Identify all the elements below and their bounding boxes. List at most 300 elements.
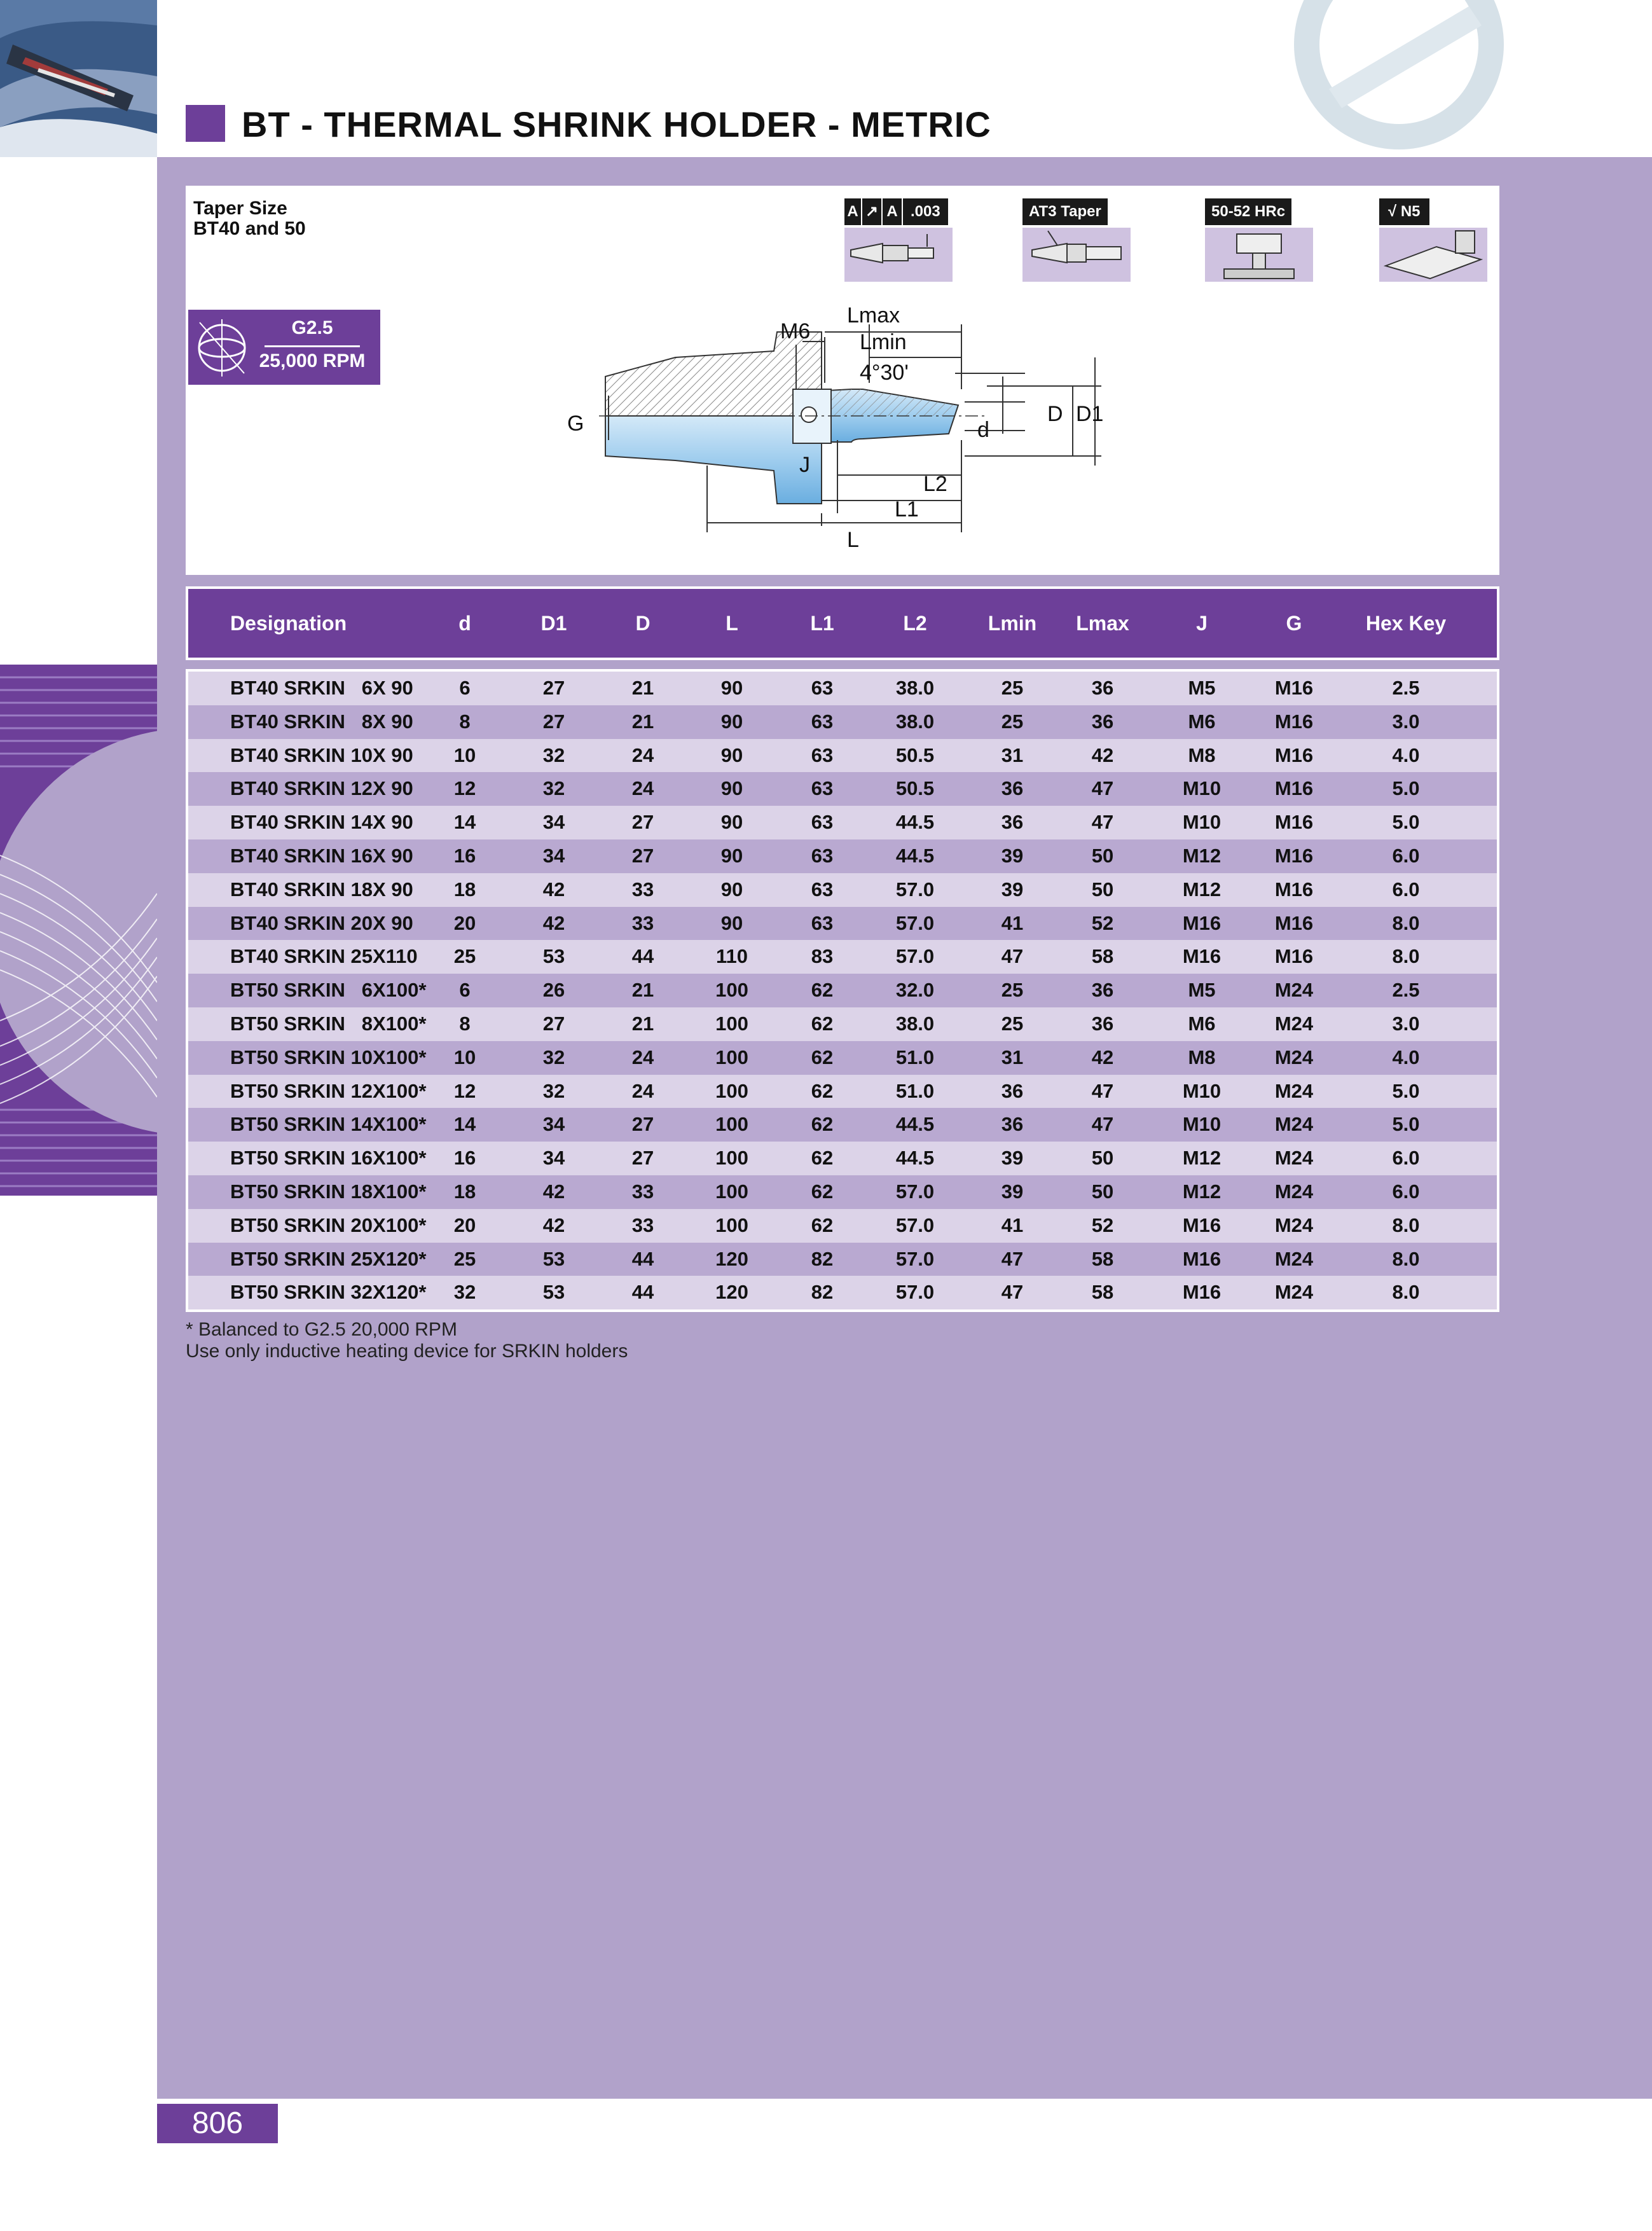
corner-photo bbox=[0, 0, 157, 157]
cell-d: 32 bbox=[453, 1281, 476, 1304]
cell-j: M6 bbox=[1188, 1012, 1216, 1035]
dim-d-small: d bbox=[977, 418, 989, 442]
cell-hex-key: 8.0 bbox=[1392, 1213, 1420, 1236]
cell-d: 25 bbox=[453, 1247, 476, 1270]
cell-d1: 42 bbox=[542, 878, 565, 901]
surface-finish-icon: √ bbox=[1388, 203, 1401, 220]
cell-d: 12 bbox=[453, 1079, 476, 1102]
cell-j: M16 bbox=[1182, 1281, 1222, 1304]
cell-j: M16 bbox=[1182, 911, 1222, 934]
cell-lmin: 36 bbox=[1001, 1113, 1024, 1136]
cell-d: 18 bbox=[453, 878, 476, 901]
cell-lmax: 36 bbox=[1091, 677, 1114, 699]
cell-d-big: 21 bbox=[631, 677, 654, 699]
cell-d: 12 bbox=[453, 777, 476, 800]
cell-d-big: 33 bbox=[631, 878, 654, 901]
cell-lmin: 39 bbox=[1001, 1180, 1024, 1203]
cell-lmax: 42 bbox=[1091, 743, 1114, 766]
cell-hex-key: 2.5 bbox=[1392, 979, 1420, 1002]
cell-hex-key: 8.0 bbox=[1392, 945, 1420, 968]
cell-l: 100 bbox=[715, 1213, 748, 1236]
cell-l: 100 bbox=[715, 1046, 748, 1068]
cell-j: M12 bbox=[1182, 1147, 1222, 1170]
cell-designation: BT50 SRKIN 14X100* bbox=[230, 1113, 427, 1136]
cell-d: 6 bbox=[459, 677, 471, 699]
cell-j: M16 bbox=[1182, 1213, 1222, 1236]
decorative-wave-pattern bbox=[0, 665, 157, 1196]
cell-j: M16 bbox=[1182, 1247, 1222, 1270]
cell-d-big: 21 bbox=[631, 1012, 654, 1035]
cell-d-big: 27 bbox=[631, 811, 654, 834]
cell-l2: 32.0 bbox=[895, 979, 935, 1002]
cell-l2: 38.0 bbox=[895, 677, 935, 699]
cell-l2: 57.0 bbox=[895, 945, 935, 968]
cell-l2: 50.5 bbox=[895, 777, 935, 800]
cell-l2: 51.0 bbox=[895, 1079, 935, 1102]
cell-l: 90 bbox=[720, 677, 743, 699]
table-row bbox=[188, 705, 1497, 739]
runout-tolerance-icon bbox=[844, 228, 953, 282]
cell-d-big: 33 bbox=[631, 911, 654, 934]
cell-d1: 53 bbox=[542, 1281, 565, 1304]
cell-g: M16 bbox=[1274, 743, 1314, 766]
cell-lmin: 25 bbox=[1001, 979, 1024, 1002]
hardness-icon bbox=[1205, 228, 1313, 282]
cell-d-big: 27 bbox=[631, 844, 654, 867]
cell-l2: 57.0 bbox=[895, 878, 935, 901]
dim-lmax: Lmax bbox=[847, 303, 900, 328]
cell-g: M16 bbox=[1274, 710, 1314, 733]
cell-hex-key: 5.0 bbox=[1392, 1113, 1420, 1136]
cell-designation: BT40 SRKIN 6X 90 bbox=[230, 677, 413, 699]
runout-arrow-icon: ↗ bbox=[862, 198, 883, 225]
cell-l2: 44.5 bbox=[895, 811, 935, 834]
cell-lmax: 47 bbox=[1091, 1113, 1114, 1136]
col-g: G bbox=[1286, 612, 1302, 635]
cell-hex-key: 5.0 bbox=[1392, 777, 1420, 800]
cell-g: M24 bbox=[1274, 1281, 1314, 1304]
footnote-heating: Use only inductive heating device for SRKIN holders bbox=[186, 1341, 628, 1362]
cell-d1: 32 bbox=[542, 1046, 565, 1068]
cell-d1: 34 bbox=[542, 1113, 565, 1136]
cell-lmin: 36 bbox=[1001, 1079, 1024, 1102]
cell-designation: BT40 SRKIN 12X 90 bbox=[230, 777, 413, 800]
cell-d1: 42 bbox=[542, 1180, 565, 1203]
cell-designation: BT40 SRKIN 16X 90 bbox=[230, 844, 413, 867]
cell-d-big: 44 bbox=[631, 945, 654, 968]
cell-hex-key: 5.0 bbox=[1392, 1079, 1420, 1102]
table-row bbox=[188, 1243, 1497, 1276]
cell-d1: 34 bbox=[542, 1147, 565, 1170]
cell-lmin: 47 bbox=[1001, 1247, 1024, 1270]
cell-d1: 27 bbox=[542, 710, 565, 733]
cell-l: 100 bbox=[715, 979, 748, 1002]
cell-d: 10 bbox=[453, 1046, 476, 1068]
cell-designation: BT50 SRKIN 20X100* bbox=[230, 1213, 427, 1236]
cell-d1: 42 bbox=[542, 1213, 565, 1236]
cell-l1: 63 bbox=[811, 878, 834, 901]
cell-g: M16 bbox=[1274, 911, 1314, 934]
cell-lmin: 39 bbox=[1001, 844, 1024, 867]
cell-l1: 82 bbox=[811, 1247, 834, 1270]
cell-designation: BT40 SRKIN 8X 90 bbox=[230, 710, 413, 733]
product-info-box bbox=[186, 186, 1499, 575]
col-hex-key: Hex Key bbox=[1365, 612, 1447, 635]
cell-hex-key: 8.0 bbox=[1392, 911, 1420, 934]
cell-l: 90 bbox=[720, 911, 743, 934]
cell-j: M5 bbox=[1188, 677, 1216, 699]
cell-hex-key: 6.0 bbox=[1392, 1147, 1420, 1170]
cell-g: M24 bbox=[1274, 1046, 1314, 1068]
cell-g: M24 bbox=[1274, 1213, 1314, 1236]
surface-finish-feature bbox=[1379, 196, 1487, 282]
cell-hex-key: 8.0 bbox=[1392, 1247, 1420, 1270]
dim-l2: L2 bbox=[923, 472, 947, 496]
cell-d-big: 24 bbox=[631, 1046, 654, 1068]
taper-icon bbox=[1022, 228, 1131, 282]
cell-l1: 62 bbox=[811, 1113, 834, 1136]
spec-table bbox=[186, 669, 1499, 1312]
cell-l: 90 bbox=[720, 710, 743, 733]
taper-size-value: BT40 and 50 bbox=[193, 218, 306, 239]
cell-g: M24 bbox=[1274, 1113, 1314, 1136]
cell-d: 10 bbox=[453, 743, 476, 766]
cell-d-big: 44 bbox=[631, 1247, 654, 1270]
cell-hex-key: 8.0 bbox=[1392, 1281, 1420, 1304]
cell-j: M12 bbox=[1182, 1180, 1222, 1203]
table-row bbox=[188, 1175, 1497, 1209]
cell-d: 25 bbox=[453, 945, 476, 968]
cell-l1: 63 bbox=[811, 844, 834, 867]
cell-l1: 62 bbox=[811, 1012, 834, 1035]
cell-l1: 83 bbox=[811, 945, 834, 968]
cell-l1: 63 bbox=[811, 710, 834, 733]
taper-feature bbox=[1022, 196, 1131, 282]
page-number: 806 bbox=[157, 2104, 278, 2143]
cell-d1: 32 bbox=[542, 777, 565, 800]
holder-technical-drawing bbox=[542, 294, 1330, 555]
cell-d1: 26 bbox=[542, 979, 565, 1002]
cell-lmin: 41 bbox=[1001, 1213, 1024, 1236]
cell-d-big: 27 bbox=[631, 1147, 654, 1170]
cell-l2: 57.0 bbox=[895, 911, 935, 934]
cell-j: M8 bbox=[1188, 743, 1216, 766]
col-l: L bbox=[726, 612, 738, 635]
table-row bbox=[188, 873, 1497, 907]
cell-designation: BT40 SRKIN 25X110 bbox=[230, 945, 418, 968]
cell-designation: BT50 SRKIN 12X100* bbox=[230, 1079, 427, 1102]
cell-l2: 44.5 bbox=[895, 1147, 935, 1170]
cell-l: 90 bbox=[720, 878, 743, 901]
cell-l2: 57.0 bbox=[895, 1213, 935, 1236]
cell-lmax: 58 bbox=[1091, 945, 1114, 968]
cell-l2: 57.0 bbox=[895, 1180, 935, 1203]
table-row bbox=[188, 1276, 1497, 1309]
cell-d1: 32 bbox=[542, 743, 565, 766]
cell-lmax: 36 bbox=[1091, 979, 1114, 1002]
footnote-balance: * Balanced to G2.5 20,000 RPM bbox=[186, 1319, 457, 1340]
balance-icon bbox=[193, 316, 251, 380]
cell-l2: 38.0 bbox=[895, 710, 935, 733]
cell-l1: 62 bbox=[811, 1147, 834, 1170]
cell-d: 16 bbox=[453, 844, 476, 867]
cell-l: 90 bbox=[720, 811, 743, 834]
cell-l: 100 bbox=[715, 1147, 748, 1170]
cell-lmin: 36 bbox=[1001, 777, 1024, 800]
dim-angle: 4°30' bbox=[860, 361, 909, 385]
cell-g: M16 bbox=[1274, 945, 1314, 968]
cell-g: M16 bbox=[1274, 677, 1314, 699]
surface-finish-label: N5 bbox=[1400, 203, 1421, 220]
cell-d1: 42 bbox=[542, 911, 565, 934]
cell-lmax: 58 bbox=[1091, 1281, 1114, 1304]
table-row bbox=[188, 739, 1497, 773]
table-row bbox=[188, 1041, 1497, 1075]
cell-designation: BT50 SRKIN 6X100* bbox=[230, 979, 427, 1002]
cell-designation: BT40 SRKIN 18X 90 bbox=[230, 878, 413, 901]
cell-l: 110 bbox=[715, 945, 748, 968]
cell-lmin: 25 bbox=[1001, 710, 1024, 733]
cell-d1: 53 bbox=[542, 945, 565, 968]
cell-lmax: 50 bbox=[1091, 1180, 1114, 1203]
cell-d-big: 44 bbox=[631, 1281, 654, 1304]
cell-l2: 51.0 bbox=[895, 1046, 935, 1068]
cell-d1: 53 bbox=[542, 1247, 565, 1270]
cell-lmax: 36 bbox=[1091, 710, 1114, 733]
taper-label: AT3 Taper bbox=[1022, 198, 1108, 225]
table-row bbox=[188, 907, 1497, 941]
cell-g: M24 bbox=[1274, 1247, 1314, 1270]
cell-d1: 27 bbox=[542, 677, 565, 699]
col-l1: L1 bbox=[810, 612, 834, 635]
cell-l: 90 bbox=[720, 777, 743, 800]
title-marker bbox=[186, 105, 225, 142]
cell-designation: BT40 SRKIN 10X 90 bbox=[230, 743, 413, 766]
datum-a-ref: A bbox=[883, 198, 903, 225]
cell-d: 20 bbox=[453, 1213, 476, 1236]
table-row bbox=[188, 806, 1497, 839]
cell-j: M10 bbox=[1182, 811, 1222, 834]
cell-lmin: 47 bbox=[1001, 1281, 1024, 1304]
cell-d1: 32 bbox=[542, 1079, 565, 1102]
cell-lmax: 36 bbox=[1091, 1012, 1114, 1035]
cell-d-big: 24 bbox=[631, 1079, 654, 1102]
cell-l1: 63 bbox=[811, 811, 834, 834]
cell-d-big: 33 bbox=[631, 1213, 654, 1236]
cell-hex-key: 6.0 bbox=[1392, 1180, 1420, 1203]
cell-d: 20 bbox=[453, 911, 476, 934]
dim-l: L bbox=[847, 528, 859, 552]
hardness-label: 50-52 HRc bbox=[1205, 198, 1291, 225]
cell-g: M24 bbox=[1274, 979, 1314, 1002]
cell-designation: BT50 SRKIN 8X100* bbox=[230, 1012, 427, 1035]
col-lmax: Lmax bbox=[1076, 612, 1129, 635]
cell-d-big: 21 bbox=[631, 710, 654, 733]
cell-l2: 57.0 bbox=[895, 1281, 935, 1304]
cell-hex-key: 6.0 bbox=[1392, 878, 1420, 901]
cell-designation: BT50 SRKIN 25X120* bbox=[230, 1247, 427, 1270]
taper-size bbox=[193, 198, 306, 239]
cell-designation: BT50 SRKIN 18X100* bbox=[230, 1180, 427, 1203]
cell-d: 8 bbox=[459, 710, 471, 733]
cell-lmin: 36 bbox=[1001, 811, 1024, 834]
cell-lmax: 52 bbox=[1091, 1213, 1114, 1236]
cell-hex-key: 4.0 bbox=[1392, 743, 1420, 766]
cell-g: M24 bbox=[1274, 1012, 1314, 1035]
cell-g: M24 bbox=[1274, 1180, 1314, 1203]
cell-lmax: 47 bbox=[1091, 811, 1114, 834]
hardness-feature bbox=[1205, 196, 1313, 282]
cell-l1: 62 bbox=[811, 1079, 834, 1102]
cell-l2: 44.5 bbox=[895, 844, 935, 867]
col-d: d bbox=[458, 612, 471, 635]
cell-l: 100 bbox=[715, 1012, 748, 1035]
cell-d1: 27 bbox=[542, 1012, 565, 1035]
cell-l1: 62 bbox=[811, 1213, 834, 1236]
cell-hex-key: 5.0 bbox=[1392, 811, 1420, 834]
cell-j: M16 bbox=[1182, 945, 1222, 968]
cell-lmin: 25 bbox=[1001, 677, 1024, 699]
cell-l: 100 bbox=[715, 1180, 748, 1203]
table-row bbox=[188, 772, 1497, 806]
cell-hex-key: 6.0 bbox=[1392, 844, 1420, 867]
col-l2: L2 bbox=[903, 612, 927, 635]
cell-l2: 57.0 bbox=[895, 1247, 935, 1270]
cell-d-big: 21 bbox=[631, 979, 654, 1002]
cell-d: 14 bbox=[453, 811, 476, 834]
cell-lmax: 50 bbox=[1091, 1147, 1114, 1170]
col-lmin: Lmin bbox=[988, 612, 1037, 635]
cell-d: 18 bbox=[453, 1180, 476, 1203]
cell-g: M16 bbox=[1274, 811, 1314, 834]
cell-lmax: 52 bbox=[1091, 911, 1114, 934]
dim-d-big: D bbox=[1047, 402, 1063, 426]
table-row bbox=[188, 839, 1497, 873]
table-row bbox=[188, 940, 1497, 974]
dim-d1: D1 bbox=[1076, 402, 1104, 426]
cell-lmax: 47 bbox=[1091, 777, 1114, 800]
table-header bbox=[186, 586, 1499, 660]
cell-l1: 62 bbox=[811, 1046, 834, 1068]
cell-hex-key: 3.0 bbox=[1392, 1012, 1420, 1035]
cell-g: M24 bbox=[1274, 1079, 1314, 1102]
col-designation: Designation bbox=[230, 612, 347, 635]
cell-g: M16 bbox=[1274, 844, 1314, 867]
cell-l1: 62 bbox=[811, 979, 834, 1002]
cell-d: 14 bbox=[453, 1113, 476, 1136]
balance-rpm: 25,000 RPM bbox=[259, 350, 366, 371]
taper-size-label: Taper Size bbox=[193, 198, 287, 219]
cell-d: 6 bbox=[459, 979, 471, 1002]
cell-lmin: 31 bbox=[1001, 743, 1024, 766]
cell-d: 8 bbox=[459, 1012, 471, 1035]
cell-j: M12 bbox=[1182, 878, 1222, 901]
balance-grade: G2.5 bbox=[291, 317, 333, 338]
cell-l: 120 bbox=[715, 1247, 748, 1270]
cell-d-big: 27 bbox=[631, 1113, 654, 1136]
cell-d-big: 33 bbox=[631, 1180, 654, 1203]
cell-lmax: 47 bbox=[1091, 1079, 1114, 1102]
cell-g: M24 bbox=[1274, 1147, 1314, 1170]
cell-l2: 38.0 bbox=[895, 1012, 935, 1035]
decorative-circle bbox=[1291, 0, 1507, 156]
cell-d: 16 bbox=[453, 1147, 476, 1170]
cell-j: M12 bbox=[1182, 844, 1222, 867]
page-title: BT - THERMAL SHRINK HOLDER - METRIC bbox=[242, 104, 991, 144]
datum-a: A bbox=[844, 198, 862, 225]
table-row bbox=[188, 1142, 1497, 1175]
cell-lmax: 50 bbox=[1091, 878, 1114, 901]
cell-lmin: 47 bbox=[1001, 945, 1024, 968]
cell-lmin: 39 bbox=[1001, 1147, 1024, 1170]
cell-l1: 63 bbox=[811, 777, 834, 800]
cell-designation: BT40 SRKIN 20X 90 bbox=[230, 911, 413, 934]
cell-designation: BT40 SRKIN 14X 90 bbox=[230, 811, 413, 834]
runout-value: .003 bbox=[911, 203, 940, 220]
cell-l1: 63 bbox=[811, 743, 834, 766]
cell-designation: BT50 SRKIN 10X100* bbox=[230, 1046, 427, 1068]
cell-lmin: 41 bbox=[1001, 911, 1024, 934]
cell-j: M10 bbox=[1182, 777, 1222, 800]
cell-d-big: 24 bbox=[631, 743, 654, 766]
cell-hex-key: 2.5 bbox=[1392, 677, 1420, 699]
cell-g: M16 bbox=[1274, 777, 1314, 800]
cell-j: M10 bbox=[1182, 1113, 1222, 1136]
balance-badge bbox=[188, 310, 380, 385]
table-row bbox=[188, 1108, 1497, 1142]
dim-j: J bbox=[799, 453, 810, 477]
dim-l1: L1 bbox=[895, 497, 919, 521]
cell-hex-key: 4.0 bbox=[1392, 1046, 1420, 1068]
cell-lmin: 31 bbox=[1001, 1046, 1024, 1068]
dim-m6: M6 bbox=[780, 319, 811, 343]
table-row bbox=[188, 672, 1497, 705]
cell-j: M10 bbox=[1182, 1079, 1222, 1102]
cell-lmax: 58 bbox=[1091, 1247, 1114, 1270]
table-row bbox=[188, 1209, 1497, 1243]
cell-lmin: 25 bbox=[1001, 1012, 1024, 1035]
cell-l1: 63 bbox=[811, 677, 834, 699]
cell-d1: 34 bbox=[542, 811, 565, 834]
surface-finish-tag bbox=[1379, 198, 1429, 225]
cell-l1: 62 bbox=[811, 1180, 834, 1203]
cell-d-big: 24 bbox=[631, 777, 654, 800]
footnotes bbox=[186, 1319, 628, 1362]
cell-d1: 34 bbox=[542, 844, 565, 867]
cell-l: 90 bbox=[720, 844, 743, 867]
cell-l2: 50.5 bbox=[895, 743, 935, 766]
cell-l2: 44.5 bbox=[895, 1113, 935, 1136]
cell-lmax: 42 bbox=[1091, 1046, 1114, 1068]
table-row bbox=[188, 974, 1497, 1007]
cell-designation: BT50 SRKIN 32X120* bbox=[230, 1281, 427, 1304]
cell-g: M16 bbox=[1274, 878, 1314, 901]
cell-l: 100 bbox=[715, 1113, 748, 1136]
cell-lmin: 39 bbox=[1001, 878, 1024, 901]
surface-finish-machine-icon bbox=[1379, 228, 1487, 282]
cell-l1: 82 bbox=[811, 1281, 834, 1304]
cell-j: M5 bbox=[1188, 979, 1216, 1002]
cell-l: 90 bbox=[720, 743, 743, 766]
dim-g: G bbox=[567, 411, 584, 436]
cell-hex-key: 3.0 bbox=[1392, 710, 1420, 733]
col-d1: D1 bbox=[540, 612, 567, 635]
dim-lmin: Lmin bbox=[860, 330, 907, 354]
cell-lmax: 50 bbox=[1091, 844, 1114, 867]
cell-l: 120 bbox=[715, 1281, 748, 1304]
cell-designation: BT50 SRKIN 16X100* bbox=[230, 1147, 427, 1170]
col-j: J bbox=[1196, 612, 1208, 635]
